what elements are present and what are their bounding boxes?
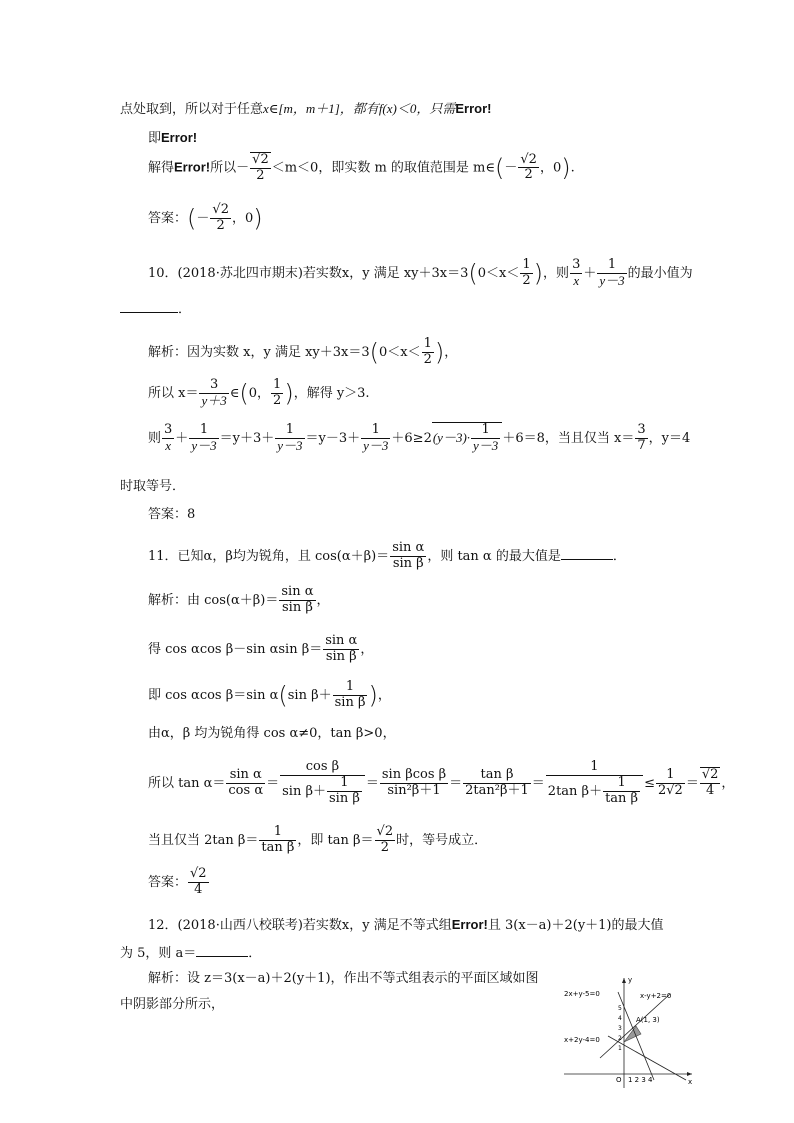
svg-text:1: 1 <box>618 1045 622 1052</box>
problem-12 <box>148 918 664 932</box>
text: ＝8，当且仅当 x＝ <box>523 430 635 446</box>
text: 即 <box>148 131 162 146</box>
numerator: √2 <box>520 151 537 167</box>
svg-text:2: 2 <box>618 1035 622 1042</box>
text: ，解得 y＞3. <box>293 385 370 401</box>
paren: ) <box>253 204 263 233</box>
paren: ( <box>187 204 197 233</box>
line-x-y-2 <box>600 994 670 1058</box>
text-line: 当且仅当 2tan β＝ $\frac{1}{\text{tan β}}$ ，即 tan β＝ $\frac{√2}{2}$ 时，等号成立． <box>148 824 488 855</box>
blank <box>196 944 248 957</box>
text: 解析： <box>148 344 188 360</box>
svg-text:4: 4 <box>618 1015 622 1022</box>
text: 所以 tan α＝ <box>148 775 226 791</box>
text: ，则 <box>543 265 570 281</box>
svg-text:5: 5 <box>618 1005 622 1012</box>
numerator: √2 <box>252 152 269 167</box>
svg-text:3: 3 <box>618 1025 622 1032</box>
text-line: 解得Error!所以－ $\frac{√2}{2}$ ＜m＜0，即实数 m 的取值范围是 m∈(－ $\frac{√2}{2}$ ，0). <box>148 151 575 183</box>
text: ． <box>612 548 626 564</box>
text: ，0 <box>231 210 254 226</box>
label-origin: O <box>616 1076 622 1084</box>
fraction: $\frac{1}{y-3}$ <box>599 257 625 288</box>
label-point-a: A(1, 3) <box>636 1016 660 1024</box>
sqrt: (y－3)· $\frac{1}{y-3}$ <box>432 422 502 454</box>
text: 因为实数 x，y 满足 xy＋3x＝3 <box>187 344 370 360</box>
paren: ( <box>495 153 505 182</box>
error-text: Error! <box>174 159 211 175</box>
label-x: x <box>688 1078 693 1086</box>
text: 时，等号成立． <box>396 832 488 848</box>
answer: 答案： $\frac{√2}{4}$ <box>148 866 207 897</box>
text-line: 解析：因为实数 x，y 满足 xy＋3x＝3(0＜x＜ $\frac{1}{2}$ )， <box>148 336 458 367</box>
paren: ) <box>533 259 544 288</box>
text: 12．(2018·山西八校联考)若实数x，y 满足不等式组 <box>148 918 452 933</box>
blank <box>120 300 178 313</box>
text-line: 答案：(－ $\frac{√2}{2}$ ，0) <box>148 202 263 233</box>
error-text: Error! <box>451 917 488 932</box>
text: ∈ <box>229 385 240 401</box>
label-2x+y-5: 2x+y-5=0 <box>564 990 600 998</box>
line-x-2y-4 <box>608 1036 686 1080</box>
error-text: Error! <box>455 101 492 116</box>
text-line <box>120 102 491 116</box>
fraction: $\frac{1}{2}$ <box>522 257 531 288</box>
answer <box>148 508 195 521</box>
text-line: 解析：由 cos(α＋β)＝ $\frac{\text{sin α}}{\text{sin β}}$ ， <box>148 584 330 615</box>
answer-blank: ． <box>120 300 191 316</box>
label-x+2y-4: x+2y-4=0 <box>564 1036 600 1044</box>
text: ． <box>248 946 262 961</box>
denominator: 2 <box>256 167 265 183</box>
text: 解析： <box>148 971 188 986</box>
text: 当且仅当 2tan β＝ <box>148 832 259 848</box>
paren: ) <box>561 153 571 182</box>
text-line: 即 cos αcos β＝sin α(sin β＋ $\frac{1}{\text{sin β}}$ )， <box>148 679 391 710</box>
label-ticks: 1 2 3 4 <box>628 1076 653 1084</box>
text: 解析： <box>148 592 188 608</box>
line-2x-y-5 <box>618 992 654 1080</box>
text-line <box>120 998 224 1011</box>
error-text: Error! <box>161 130 198 145</box>
text: 时取等号． <box>120 479 186 494</box>
label-x-y+2: x-y+2=0 <box>640 992 672 1000</box>
text: 解得 <box>148 160 175 176</box>
region-figure <box>560 974 698 1092</box>
fraction <box>210 203 231 234</box>
text: 11．已知α，β均为锐角，且 cos(α＋β)＝ <box>148 548 390 564</box>
text: 中阴影部分所示， <box>120 997 225 1012</box>
text-line: 得 cos αcos β－sin αsin β＝ $\frac{\text{sin α}}{\text{sin β}}$ ， <box>148 633 374 664</box>
denominator: 2 <box>524 167 533 183</box>
paren: ( <box>468 259 478 288</box>
text: f(x)＜0，只需 <box>378 101 456 116</box>
text: 的最小值为 <box>627 265 693 281</box>
text: x∈[m，m＋1]，都有 <box>263 101 379 116</box>
text-line <box>120 480 185 493</box>
blank <box>561 547 613 560</box>
text: 所以－ <box>210 160 250 176</box>
text: ，则 tan α 的最大值是 <box>427 548 561 564</box>
numerator: √2 <box>212 202 229 217</box>
text: 答案：8 <box>148 507 196 522</box>
text: ，0 <box>539 160 562 176</box>
text-line <box>148 131 197 145</box>
text: 所以 x＝ <box>148 385 199 401</box>
text: 点处取到，所以对于任意 <box>120 102 264 117</box>
text-line: 所以 x＝ $\frac{3}{y+3}$ ∈(0， $\frac{1}{2}$ )，解得 y＞3. <box>148 377 370 408</box>
text: 则 <box>148 430 162 446</box>
text-line: 所以 tan α＝ $\frac{\text{sin α}}{\text{cos α}}$ ＝ cos β sin β＋ $\frac{1}{\text{sin β}}$ ＝ $\frac{\text{sin βcos β}}{\text{sin²β＋1}}$ ＝ $\frac{\text{tan β}}{\text{2tan²β＋1}}$ ＝ 1 2tan β＋ $\frac{1}{\text{tan β}}$ ≤ $\frac{1}{2√2}$ ＝ $\frac{√2}{4}$ ， <box>148 759 735 806</box>
label-y: y <box>628 976 633 984</box>
denominator: 2 <box>216 217 225 233</box>
text: ，y＝4 <box>648 430 691 446</box>
text: ＜m＜0，即实数 m 的取值范围是 m∈ <box>271 160 495 176</box>
text: 由α，β 均为锐角得 cos α≠0，tan β>0， <box>148 726 396 741</box>
text: 10．(2018·苏北四市期末)若实数x，y 满足 xy＋3x＝3 <box>148 265 469 281</box>
text-line <box>120 944 261 960</box>
text: 且 3(x－a)＋2(y＋1)的最大值 <box>487 918 664 933</box>
text: 由 cos(α＋β)＝ <box>187 592 279 608</box>
fraction: $\frac{3}{x}$ <box>572 257 581 288</box>
text: 即 cos αcos β＝sin α <box>148 687 279 703</box>
text: 得 cos αcos β－sin αsin β＝ <box>148 641 323 657</box>
problem-10: 10．(2018·苏北四市期末)若实数x，y 满足 xy＋3x＝3(0＜x＜ $\frac{1}{2}$ )，则 $\frac{3}{x}$ ＋ $\frac{1}{y-3}$ 的最小值为 <box>148 257 693 288</box>
problem-11: 11．已知α，β均为锐角，且 cos(α＋β)＝ $\frac{\text{sin α}}{\text{sin β}}$ ，则 tan α 的最大值是 ． <box>148 540 626 571</box>
text: 设 z＝3(x－a)＋2(y＋1)，作出不等式组表示的平面区域如图 <box>187 971 539 986</box>
text: 答案： <box>148 874 188 890</box>
fraction <box>250 152 271 184</box>
text: ，即 tan β＝ <box>297 832 374 848</box>
text: 为 5，则 a＝ <box>120 946 197 961</box>
text-line: 则 $\frac{3}{x}$ ＋ $\frac{1}{y-3}$ ＝y＋3＋ $\frac{1}{y-3}$ ＝y－3＋ $\frac{1}{y-3}$ ＋6≥2(y－3)· $\frac{1}{y-3}$ ＋6＝8，当且仅当 x＝ $\frac{3}{7}$ ，y＝4 <box>148 422 691 453</box>
text-line <box>148 727 396 740</box>
text-line <box>148 972 539 985</box>
fraction <box>518 153 539 184</box>
text: 答案： <box>148 210 188 226</box>
